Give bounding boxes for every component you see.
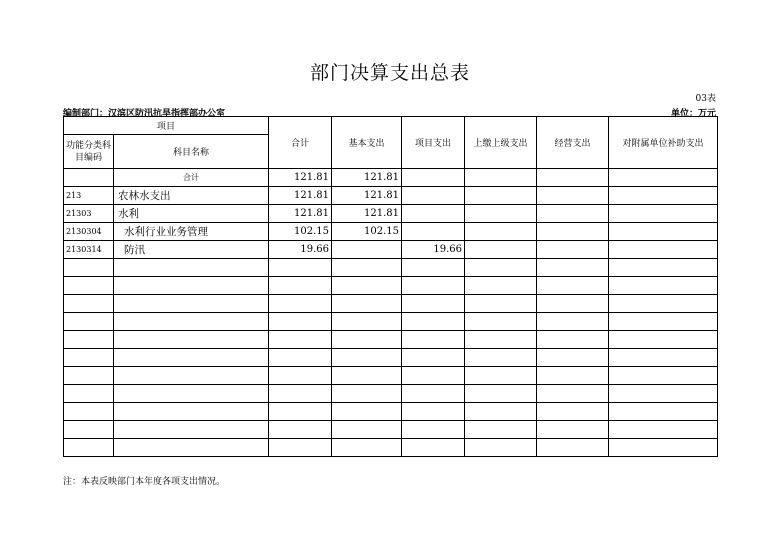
cell-name [114, 349, 269, 367]
cell-basic [332, 295, 402, 313]
cell-code [64, 313, 114, 331]
cell-total: 102.15 [269, 223, 332, 241]
cell-total [269, 421, 332, 439]
cell-name [114, 385, 269, 403]
cell-upper [465, 223, 537, 241]
cell-total: 121.81 [269, 205, 332, 223]
cell-business [537, 277, 609, 295]
cell-code [64, 421, 114, 439]
cell-subsidy [609, 241, 718, 259]
cell-name [114, 313, 269, 331]
header-total: 合计 [269, 117, 332, 169]
cell-business [537, 421, 609, 439]
cell-code: 21303 [64, 205, 114, 223]
cell-total [269, 313, 332, 331]
cell-total [269, 439, 332, 457]
table-row [64, 349, 718, 367]
footnote: 注：本表反映部门本年度各项支出情况。 [63, 477, 226, 487]
cell-basic: 121.81 [332, 169, 402, 187]
cell-basic [332, 259, 402, 277]
cell-project-exp [402, 385, 465, 403]
cell-code [64, 403, 114, 421]
cell-code: 2130304 [64, 223, 114, 241]
department-label: 编制部门：汉滨区防汛抗旱指挥部办公室 [63, 109, 226, 119]
cell-upper [465, 295, 537, 313]
cell-business [537, 205, 609, 223]
cell-business [537, 187, 609, 205]
cell-project-exp: 19.66 [402, 241, 465, 259]
cell-name [114, 331, 269, 349]
header-project-expense: 项目支出 [402, 117, 465, 169]
cell-code [64, 295, 114, 313]
cell-total [269, 403, 332, 421]
table-row [64, 259, 718, 277]
cell-code [64, 169, 114, 187]
cell-total [269, 259, 332, 277]
cell-upper [465, 385, 537, 403]
cell-total [269, 331, 332, 349]
table-row [64, 241, 718, 259]
cell-project-exp [402, 277, 465, 295]
cell-subsidy [609, 403, 718, 421]
expenditure-table [63, 116, 718, 457]
cell-subsidy [609, 277, 718, 295]
cell-subsidy [609, 259, 718, 277]
cell-code [64, 277, 114, 295]
cell-project-exp [402, 169, 465, 187]
cell-business [537, 295, 609, 313]
cell-basic [332, 277, 402, 295]
cell-upper [465, 169, 537, 187]
cell-total [269, 295, 332, 313]
cell-total [269, 277, 332, 295]
cell-subsidy [609, 295, 718, 313]
cell-total [269, 385, 332, 403]
cell-subsidy [609, 223, 718, 241]
cell-basic [332, 403, 402, 421]
cell-subsidy [609, 349, 718, 367]
cell-upper [465, 205, 537, 223]
cell-name [114, 367, 269, 385]
cell-upper [465, 331, 537, 349]
cell-business [537, 385, 609, 403]
cell-basic [332, 313, 402, 331]
cell-business [537, 367, 609, 385]
cell-business [537, 331, 609, 349]
table-row [64, 367, 718, 385]
cell-upper [465, 277, 537, 295]
cell-basic [332, 439, 402, 457]
cell-project-exp [402, 223, 465, 241]
header-business: 经营支出 [537, 117, 609, 169]
cell-basic [332, 349, 402, 367]
cell-business [537, 241, 609, 259]
cell-project-exp [402, 295, 465, 313]
header-project: 项目 [64, 117, 269, 135]
cell-subsidy [609, 169, 718, 187]
cell-subsidy [609, 439, 718, 457]
header-name: 科目名称 [114, 135, 269, 169]
form-number: 03表 [695, 94, 716, 104]
table-row [64, 331, 718, 349]
cell-name [114, 439, 269, 457]
cell-subsidy [609, 331, 718, 349]
cell-upper [465, 259, 537, 277]
cell-code: 2130314 [64, 241, 114, 259]
cell-subsidy [609, 385, 718, 403]
cell-code [64, 259, 114, 277]
cell-basic [332, 331, 402, 349]
cell-total: 121.81 [269, 169, 332, 187]
unit-label: 单位：万元 [670, 109, 716, 119]
cell-project-exp [402, 367, 465, 385]
header-basic: 基本支出 [332, 117, 402, 169]
cell-project-exp [402, 205, 465, 223]
cell-name: 水利行业业务管理 [114, 223, 269, 241]
cell-business [537, 403, 609, 421]
cell-name: 农林水支出 [114, 187, 269, 205]
table-row [64, 187, 718, 205]
cell-upper [465, 421, 537, 439]
table-row [64, 169, 718, 187]
cell-upper [465, 241, 537, 259]
table-row [64, 313, 718, 331]
cell-business [537, 349, 609, 367]
table-row [64, 421, 718, 439]
cell-project-exp [402, 403, 465, 421]
table-row [64, 385, 718, 403]
cell-project-exp [402, 187, 465, 205]
cell-subsidy [609, 187, 718, 205]
cell-upper [465, 439, 537, 457]
cell-total: 19.66 [269, 241, 332, 259]
cell-basic [332, 421, 402, 439]
cell-name: 合计 [114, 169, 269, 187]
cell-upper [465, 367, 537, 385]
table-row [64, 439, 718, 457]
cell-basic: 121.81 [332, 205, 402, 223]
cell-project-exp [402, 313, 465, 331]
cell-upper [465, 187, 537, 205]
cell-project-exp [402, 259, 465, 277]
cell-project-exp [402, 349, 465, 367]
cell-name [114, 259, 269, 277]
cell-basic: 121.81 [332, 187, 402, 205]
cell-total [269, 349, 332, 367]
cell-subsidy [609, 367, 718, 385]
cell-code [64, 385, 114, 403]
cell-upper [465, 403, 537, 421]
cell-business [537, 169, 609, 187]
table-row [64, 295, 718, 313]
cell-code [64, 439, 114, 457]
cell-subsidy [609, 205, 718, 223]
cell-basic [332, 385, 402, 403]
cell-name [114, 277, 269, 295]
cell-business [537, 259, 609, 277]
cell-code [64, 349, 114, 367]
header-subsidy: 对附属单位补助支出 [609, 117, 718, 169]
cell-basic [332, 367, 402, 385]
cell-name: 水利 [114, 205, 269, 223]
cell-subsidy [609, 313, 718, 331]
cell-name: 防汛 [114, 241, 269, 259]
cell-basic: 102.15 [332, 223, 402, 241]
table-body [64, 169, 718, 457]
table-row [64, 403, 718, 421]
cell-subsidy [609, 421, 718, 439]
report-title: 部门决算支出总表 [309, 62, 470, 84]
table-row [64, 277, 718, 295]
cell-name [114, 403, 269, 421]
cell-total: 121.81 [269, 187, 332, 205]
table-row [64, 223, 718, 241]
cell-name [114, 421, 269, 439]
cell-code: 213 [64, 187, 114, 205]
cell-upper [465, 313, 537, 331]
cell-total [269, 367, 332, 385]
cell-basic [332, 241, 402, 259]
header-upper: 上缴上级支出 [465, 117, 537, 169]
table-row [64, 205, 718, 223]
cell-project-exp [402, 421, 465, 439]
cell-business [537, 313, 609, 331]
cell-code [64, 367, 114, 385]
cell-upper [465, 349, 537, 367]
cell-business [537, 439, 609, 457]
header-code: 功能分类科目编码 [64, 135, 114, 169]
cell-project-exp [402, 331, 465, 349]
cell-code [64, 331, 114, 349]
cell-name [114, 295, 269, 313]
cell-project-exp [402, 439, 465, 457]
cell-business [537, 223, 609, 241]
